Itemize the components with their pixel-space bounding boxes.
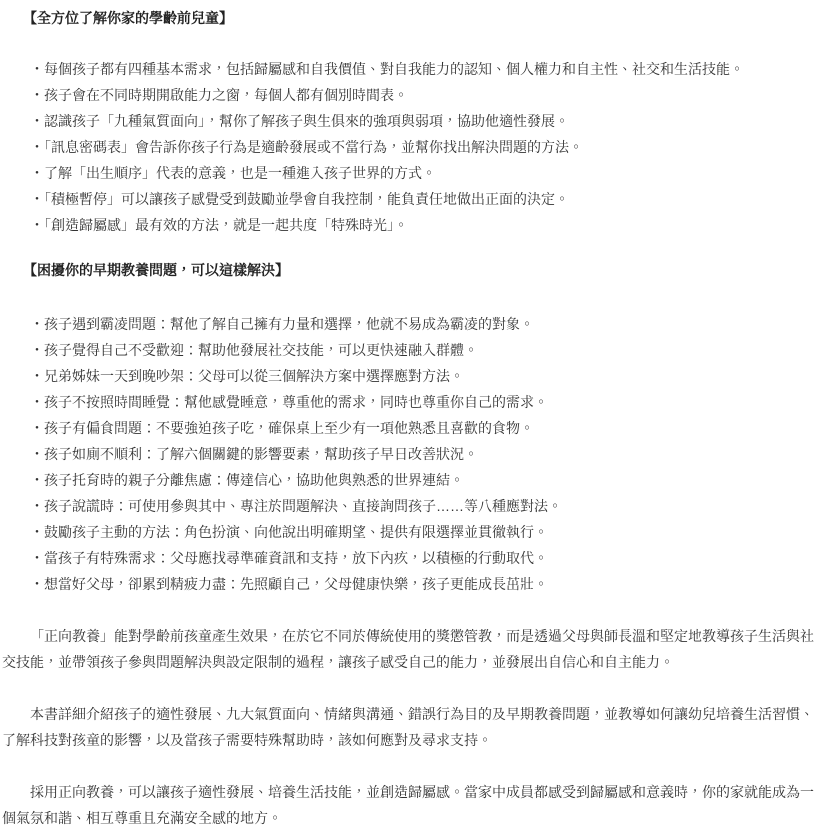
section2-heading: 【困擾你的早期教養問題，可以這樣解決】 [23, 262, 289, 278]
section2-bullet-item: ・孩子托育時的親子分離焦慮：傳達信心，協助他與熟悉的世界連結。 [30, 472, 464, 488]
section2-bullet-item: ・孩子如廁不順利：了解六個關鍵的影響要素，幫助孩子早日改善狀況。 [30, 446, 478, 462]
section1-bullet-item: ・孩子會在不同時期開啟能力之窗，每個人都有個別時間表。 [30, 87, 408, 103]
section2-bullet-item: ・兄弟姊妹一天到晚吵架：父母可以從三個解決方案中選擇應對方法。 [30, 368, 464, 384]
section2-bullet-item: ・孩子不按照時間睡覺：幫他感覺睡意，尊重他的需求，同時也尊重你自己的需求。 [30, 394, 548, 410]
section1-bullet-item: ・每個孩子都有四種基本需求，包括歸屬感和自我價值、對自我能力的認知、個人權力和自主性、社交和生活技能。 [30, 61, 744, 77]
section2-bullet-item: ・孩子說謊時：可使用參與其中、專注於問題解決、直接詢問孩子……等八種應對法。 [30, 498, 562, 514]
section1-bullet-item: ・了解「出生順序」代表的意義，也是一種進入孩子世界的方式。 [30, 165, 436, 181]
section2-bullet-item: ・孩子遇到霸凌問題：幫他了解自己擁有力量和選擇，他就不易成為霸凌的對象。 [30, 316, 534, 332]
section1-bullet-item: ・認識孩子「九種氣質面向」，幫你了解孩子與生俱來的強項與弱項，協助他適性發展。 [30, 113, 569, 129]
section2-bullet-item: ・鼓勵孩子主動的方法：角色扮演、向他說出明確期望、提供有限選擇並貫徹執行。 [30, 524, 548, 540]
section2-bullet-item: ・想當好父母，卻累到精疲力盡：先照顧自己，父母健康快樂，孩子更能成長茁壯。 [30, 576, 548, 592]
section1-heading: 【全方位了解你家的學齡前兒童】 [23, 10, 233, 26]
section1-bullet-item: ・「創造歸屬感」最有效的方法，就是一起共度「特殊時光」。 [30, 217, 408, 233]
summary-paragraph: 「正向教養」能對學齡前孩童產生效果，在於它不同於傳統使用的獎懲管教，而是透過父母與師長溫和堅定地教導孩子生活與社交技能，並帶領孩子參與問題解決與設定限制的過程，讓孩子感受自己的能力，並發展出自信心和自主能力。 [2, 628, 814, 670]
section1-bullet-item: ・「訊息密碼表」會告訴你孩子行為是適齡發展或不當行為，並幫你找出解決問題的方法。 [30, 139, 583, 155]
summary-paragraph: 本書詳細介紹孩子的適性發展、九大氣質面向、情緒與溝通、錯誤行為目的及早期教養問題，並教導如何讓幼兒培養生活習慣、了解科技對孩童的影響，以及當孩子需要特殊幫助時，該如何應對及尋求支持。 [2, 706, 814, 748]
section2-bullet-item: ・當孩子有特殊需求：父母應找尋準確資訊和支持，放下內疚，以積極的行動取代。 [30, 550, 548, 566]
section2-bullet-item: ・孩子覺得自己不受歡迎：幫助他發展社交技能，可以更快速融入群體。 [30, 342, 478, 358]
section1-bullet-item: ・「積極暫停」可以讓孩子感覺受到鼓勵並學會自我控制，能負責任地做出正面的決定。 [30, 191, 569, 207]
summary-paragraph: 採用正向教養，可以讓孩子適性發展、培養生活技能，並創造歸屬感。當家中成員都感受到歸屬感和意義時，你的家就能成為一個氣氛和諧、相互尊重且充滿安全感的地方。 [2, 784, 814, 826]
section2-bullet-item: ・孩子有偏食問題：不要強迫孩子吃，確保桌上至少有一項他熟悉且喜歡的食物。 [30, 420, 534, 436]
